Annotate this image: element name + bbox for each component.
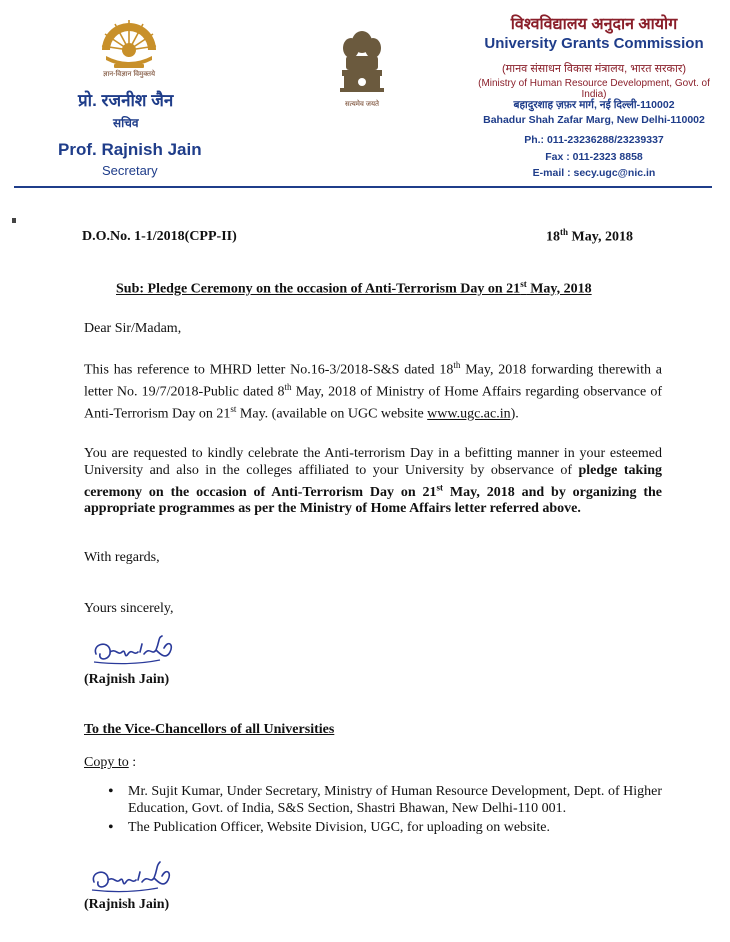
para1-part-d: May. (available on UGC website bbox=[236, 406, 428, 422]
para2-bold-sup: st bbox=[436, 482, 444, 492]
para1-part-e: ). bbox=[510, 406, 519, 422]
national-emblem-caption: सत्यमेव जयते bbox=[344, 101, 380, 108]
emblem-motto: ज्ञान-विज्ञान विमुक्तये bbox=[102, 71, 156, 78]
regards-line: With regards, bbox=[84, 550, 160, 565]
secretary-title-hindi: सचिव bbox=[113, 116, 139, 130]
fax-number: Fax : 011-2323 8858 bbox=[545, 151, 643, 163]
ministry-english: (Ministry of Human Resource Development, Govt. of India) bbox=[478, 78, 710, 100]
signatory-name: (Rajnish Jain) bbox=[84, 672, 170, 687]
paragraph-reference bbox=[84, 357, 662, 423]
signature-image bbox=[86, 856, 178, 898]
letter-date bbox=[546, 227, 633, 246]
para1-part-c: May, 2018 of Ministry of Home Affairs regarding observance of Anti-Terrorism Day on 21 bbox=[84, 384, 662, 422]
list-item: • The Publication Officer, Website Division, UGC, for uploading on website. bbox=[106, 820, 662, 837]
date-rest: May, 2018 bbox=[568, 229, 633, 245]
signature-image bbox=[90, 630, 180, 670]
para2-plain: You are requested to kindly celebrate the Anti-terrorism Day in a befitting manner in your esteemed University and also in the colleges affiliated to your University by observance of bbox=[84, 446, 662, 478]
para1-part-a: This has reference to MHRD letter No.16-3/2018-S&S dated 18 bbox=[84, 362, 454, 378]
para1-part-b: May, 2018 forwarding therewith a letter No. 19/7/2018-Public dated 8 bbox=[84, 362, 662, 400]
para1-sup-c: st bbox=[230, 404, 237, 415]
closing-line: Yours sincerely, bbox=[84, 601, 174, 616]
copy-to-list bbox=[106, 784, 662, 840]
list-item: • Mr. Sujit Kumar, Under Secretary, Ministry of Human Resource Development, Dept. of Higher Education, Govt. of India, S&S Section, Shastri Bhawan, New Delhi-110 001. bbox=[106, 784, 662, 817]
date-day: 18 bbox=[546, 229, 560, 245]
subject-line bbox=[116, 279, 592, 298]
punch-mark bbox=[12, 218, 16, 223]
salutation: Dear Sir/Madam, bbox=[84, 321, 182, 336]
subject-text-post: May, 2018 bbox=[526, 281, 592, 297]
secretary-title: Secretary bbox=[102, 163, 158, 178]
subject-text-pre: Sub: Pledge Ceremony on the occasion of Anti-Terrorism Day on 21 bbox=[116, 281, 521, 297]
para2-bold-a: pledge taking ceremony on the occasion of Anti-Terrorism Day on 21 bbox=[84, 462, 662, 500]
copy-to-heading: Copy to bbox=[84, 755, 129, 770]
national-emblem-icon bbox=[336, 28, 388, 98]
date-suffix: th bbox=[560, 227, 569, 237]
para1-sup-a: th bbox=[453, 360, 461, 370]
addressee: To the Vice-Chancellors of all Universities bbox=[84, 722, 335, 737]
organization-name-hindi: विश्वविद्यालय अनुदान आयोग bbox=[510, 16, 678, 33]
copy-to-colon: : bbox=[128, 755, 137, 770]
secretary-name: Prof. Rajnish Jain bbox=[58, 140, 202, 159]
organization-name: University Grants Commission bbox=[484, 35, 704, 52]
para1-sup-b: th bbox=[284, 382, 292, 393]
signatory-name: (Rajnish Jain) bbox=[84, 897, 170, 912]
ministry-hindi: (मानव संसाधन विकास मंत्रालय, भारत सरकार) bbox=[501, 63, 687, 75]
phone-number: Ph.: 011-23236288/23239337 bbox=[524, 134, 664, 146]
paragraph-request bbox=[84, 446, 662, 518]
email-address: E-mail : secy.ugc@nic.in bbox=[532, 167, 656, 179]
address-english: Bahadur Shah Zafar Marg, New Delhi-110002 bbox=[483, 114, 705, 126]
copy-to-label bbox=[84, 755, 136, 772]
secretary-name-hindi: प्रो. रजनीश जैन bbox=[78, 91, 174, 110]
subject-sup: st bbox=[520, 279, 527, 289]
reference-number: D.O.No. 1-1/2018(CPP-II) bbox=[82, 229, 237, 244]
letterhead-divider bbox=[14, 186, 712, 188]
address-hindi: बहादुरशाह ज़फ़र मार्ग, नई दिल्ली-110002 bbox=[513, 99, 675, 111]
ugc-website-link[interactable]: www.ugc.ac.in bbox=[427, 406, 511, 422]
para2-bold-b: May, 2018 and by organizing the appropriate programmes as per the Ministry of Home Affairs letter referred above. bbox=[84, 484, 662, 517]
